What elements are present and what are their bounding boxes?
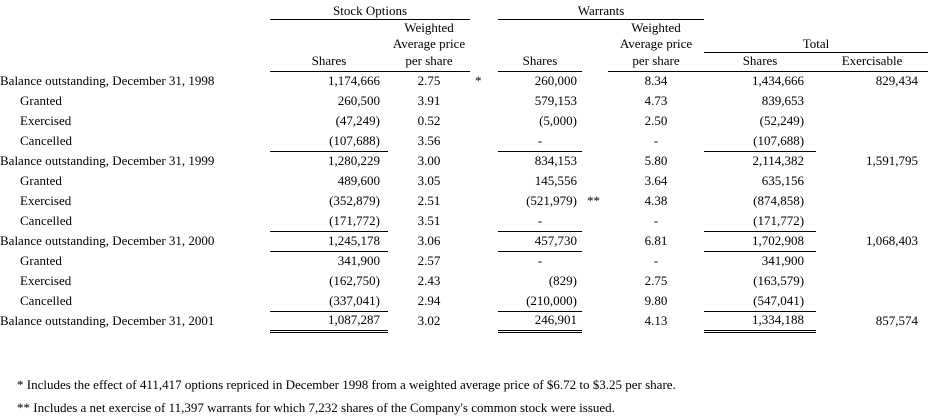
- total-shares-header: Shares: [704, 52, 816, 71]
- table-row: [0, 171, 928, 191]
- total-exercisable: [816, 251, 928, 271]
- table-row: [0, 111, 928, 131]
- table-row: [0, 211, 928, 231]
- warrants-avg-price: -: [653, 253, 659, 268]
- empty-cell: [470, 36, 498, 53]
- warrants-price-header-line2: Average price: [619, 36, 693, 51]
- header-row-average-price: [0, 36, 928, 53]
- stock-options-shares: (107,688): [270, 131, 388, 151]
- warrants-shares: 579,153: [534, 93, 578, 108]
- total-shares: (547,041): [704, 291, 816, 311]
- warrants-shares: -: [498, 131, 582, 151]
- group-header-warrants: Warrants: [498, 2, 704, 19]
- table-row: [0, 231, 928, 251]
- stock-options-price-header-line3: per share: [388, 52, 470, 71]
- stock-options-avg-price: 3.02: [417, 313, 441, 328]
- footnote-marker-double-star: [582, 151, 608, 171]
- total-exercisable: [816, 271, 928, 291]
- empty-cell: [704, 19, 816, 36]
- warrants-shares: 260,000: [534, 73, 578, 88]
- stock-options-shares: (47,249): [335, 113, 380, 128]
- warrants-shares: 834,153: [534, 153, 578, 168]
- row-label: Granted: [20, 253, 62, 268]
- table-row: [0, 271, 928, 291]
- total-shares: (163,579): [753, 273, 805, 288]
- total-shares: 2,114,382: [752, 153, 805, 168]
- footnote-marker-star: [470, 231, 498, 251]
- table-row: [0, 191, 928, 211]
- group-header-total: Total: [704, 36, 928, 53]
- footnote-marker-double-star: [582, 291, 608, 311]
- empty-cell: [270, 36, 388, 53]
- footnote-marker-star: [470, 171, 498, 191]
- stock-options-avg-price: 2.43: [417, 273, 441, 288]
- stock-options-avg-price: 2.94: [417, 293, 441, 308]
- footnote-marker-star: [470, 211, 498, 231]
- total-exercisable: 1,591,795: [866, 153, 919, 168]
- stock-options-avg-price: 3.51: [417, 213, 441, 228]
- stock-options-shares: 260,500: [337, 93, 380, 108]
- warrants-shares: 457,730: [498, 231, 582, 251]
- row-label: Balance outstanding, December 31, 1998: [0, 73, 215, 88]
- total-shares: (171,772): [704, 211, 816, 231]
- footnote-marker-double-star: [582, 231, 608, 251]
- footnote-marker-star: [470, 131, 498, 151]
- warrants-avg-price: 2.50: [644, 113, 668, 128]
- warrants-avg-price: 4.73: [644, 93, 668, 108]
- footnote-marker-double-star: [582, 211, 608, 231]
- column-header-row: [0, 52, 928, 71]
- empty-cell: [582, 52, 608, 71]
- warrants-shares-header: Shares: [498, 52, 582, 71]
- group-header-row: [0, 2, 928, 19]
- total-exercisable: [816, 211, 928, 231]
- stock-options-shares: 1,245,178: [270, 231, 388, 251]
- empty-cell: [270, 19, 388, 36]
- row-label: Cancelled: [20, 293, 72, 308]
- footnote-marker-double-star: [582, 311, 608, 331]
- total-shares: 635,156: [761, 173, 805, 188]
- stock-options-shares: 341,900: [337, 253, 380, 268]
- footnote-marker-star: [470, 271, 498, 291]
- footnote-marker-star: [470, 91, 498, 111]
- row-label: Cancelled: [20, 213, 72, 228]
- table-row: [0, 91, 928, 111]
- footnote-marker-double-star: [582, 71, 608, 91]
- total-exercisable: 829,434: [875, 73, 919, 88]
- table-row: [0, 311, 928, 331]
- empty-cell: [0, 2, 270, 19]
- table-row: [0, 71, 928, 91]
- footnote-marker-double-star: [582, 271, 608, 291]
- footnote-marker-double-star: [582, 131, 608, 151]
- warrants-avg-price: 4.38: [644, 193, 668, 208]
- empty-cell: [582, 19, 608, 36]
- stock-options-avg-price: 3.91: [417, 93, 441, 108]
- stock-options-warrants-table: [0, 2, 928, 333]
- stock-options-shares: (171,772): [270, 211, 388, 231]
- total-shares: 839,653: [761, 93, 805, 108]
- total-exercisable: [816, 191, 928, 211]
- footnote-marker-star: *: [475, 73, 482, 88]
- footnote-marker-star: [470, 151, 498, 171]
- empty-cell: [498, 19, 582, 36]
- warrants-shares: (5,000): [539, 113, 578, 128]
- warrants-avg-price: 2.75: [644, 273, 668, 288]
- warrants-avg-price: 9.80: [644, 293, 668, 308]
- empty-cell: [498, 36, 582, 53]
- warrants-shares: 145,556: [534, 173, 578, 188]
- footnote-marker-double-star: **: [587, 193, 601, 208]
- warrants-avg-price: 3.64: [644, 173, 668, 188]
- warrants-avg-price: 6.81: [644, 233, 668, 248]
- warrants-shares: (521,979): [526, 193, 578, 208]
- warrants-avg-price: 4.13: [644, 313, 668, 328]
- stock-options-shares: (162,750): [329, 273, 380, 288]
- warrants-shares: 246,901: [498, 311, 582, 331]
- table-row: [0, 251, 928, 271]
- empty-cell: [816, 2, 928, 19]
- table-row: [0, 291, 928, 311]
- total-shares: 1,434,666: [752, 73, 805, 88]
- footnote-options-repricing: * Includes the effect of 411,417 options repriced in December 1998 from a weighted average price of $6.72 to $3.25 per share.: [17, 376, 676, 392]
- row-label: Balance outstanding, December 31, 2001: [0, 313, 215, 328]
- total-exercisable: [816, 131, 928, 151]
- total-exercisable: 1,068,403: [866, 233, 919, 248]
- total-exercisable: [816, 111, 928, 131]
- stock-options-price-header-line2: Average price: [392, 36, 466, 51]
- total-shares: 1,702,908: [704, 231, 816, 251]
- warrants-shares: -: [498, 211, 582, 231]
- stock-options-avg-price: 2.57: [417, 253, 441, 268]
- footnote-marker-double-star: [582, 91, 608, 111]
- stock-options-shares: 1,087,287: [270, 311, 388, 331]
- empty-cell: [582, 36, 608, 53]
- warrants-price-header-line3: per share: [608, 52, 704, 71]
- row-label: Granted: [20, 173, 62, 188]
- footnote-warrants-net-exercise: ** Includes a net exercise of 11,397 warrants for which 7,232 shares of the Company's common stock were issued.: [17, 399, 615, 415]
- header-row-weighted: [0, 19, 928, 36]
- empty-cell: [470, 2, 498, 19]
- total-shares: (52,249): [759, 113, 805, 128]
- footnote-marker-star: [470, 111, 498, 131]
- stock-options-price-header-line1: Weighted: [404, 19, 454, 35]
- page: [0, 2, 928, 419]
- total-shares: 1,334,188: [704, 311, 816, 331]
- warrants-shares: (210,000): [498, 291, 582, 311]
- footnote-marker-double-star: [582, 251, 608, 271]
- stock-options-avg-price: 2.75: [417, 73, 441, 88]
- warrants-shares: -: [537, 253, 543, 268]
- warrants-avg-price: -: [653, 133, 659, 148]
- empty-cell: [704, 2, 816, 19]
- stock-options-avg-price: 2.51: [417, 193, 441, 208]
- row-label: Exercised: [20, 193, 72, 208]
- empty-cell: [0, 19, 270, 36]
- row-label: Balance outstanding, December 31, 1999: [0, 153, 215, 168]
- total-exercisable: 857,574: [875, 313, 919, 328]
- total-exercisable: [816, 291, 928, 311]
- footnote-marker-star: [470, 251, 498, 271]
- empty-cell: [470, 52, 498, 71]
- footnote-marker-double-star: [582, 171, 608, 191]
- group-header-stock-options: Stock Options: [270, 2, 470, 19]
- empty-cell: [0, 52, 270, 71]
- footnote-marker-double-star: [582, 111, 608, 131]
- empty-cell: [816, 19, 928, 36]
- table-row: [0, 131, 928, 151]
- empty-cell: [0, 36, 270, 53]
- stock-options-shares: (337,041): [270, 291, 388, 311]
- row-label: Exercised: [20, 113, 72, 128]
- total-shares: (874,858): [753, 193, 805, 208]
- row-label: Exercised: [20, 273, 72, 288]
- warrants-shares: (829): [548, 273, 578, 288]
- total-exercisable: [816, 171, 928, 191]
- row-label: Balance outstanding, December 31, 2000: [0, 233, 215, 248]
- warrants-avg-price: 5.80: [644, 153, 668, 168]
- stock-options-shares: 1,280,229: [328, 153, 380, 168]
- total-exercisable-header: Exercisable: [816, 52, 928, 71]
- row-label: Cancelled: [20, 133, 72, 148]
- table-body: [0, 71, 928, 331]
- footnotes: [0, 373, 928, 419]
- empty-cell: [470, 19, 498, 36]
- stock-options-avg-price: 3.05: [417, 173, 441, 188]
- footnote-marker-star: [470, 191, 498, 211]
- total-shares: 341,900: [761, 253, 805, 268]
- stock-options-shares: 489,600: [337, 173, 380, 188]
- total-exercisable: [816, 91, 928, 111]
- table-header: [0, 2, 928, 71]
- footnote-marker-star: [470, 291, 498, 311]
- stock-options-avg-price: 3.56: [417, 133, 441, 148]
- stock-options-avg-price: 3.00: [417, 153, 441, 168]
- warrants-avg-price: -: [653, 213, 659, 228]
- table-row: [0, 151, 928, 171]
- total-shares: (107,688): [704, 131, 816, 151]
- footnote-marker-star: [470, 311, 498, 331]
- warrants-price-header-line1: Weighted: [631, 19, 681, 35]
- warrants-avg-price: 8.34: [644, 73, 668, 88]
- stock-options-shares: (352,879): [329, 193, 380, 208]
- stock-options-shares: 1,174,666: [328, 73, 380, 88]
- stock-options-avg-price: 0.52: [417, 113, 441, 128]
- stock-options-shares-header: Shares: [270, 52, 388, 71]
- stock-options-avg-price: 3.06: [417, 233, 441, 248]
- row-label: Granted: [20, 93, 62, 108]
